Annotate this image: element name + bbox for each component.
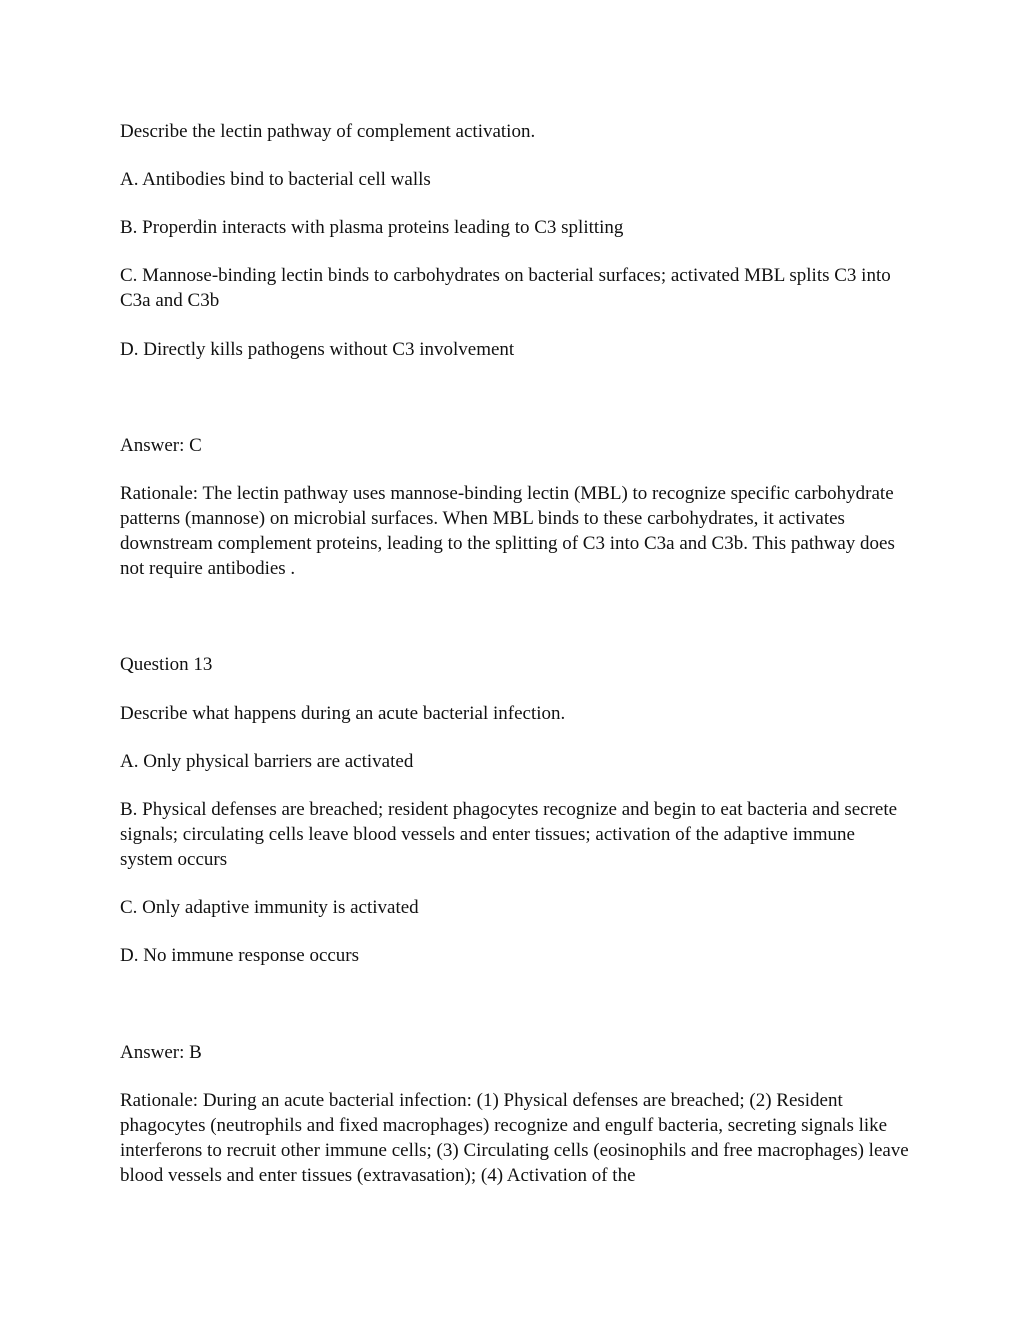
q12-option-d: D. Directly kills pathogens without C3 involvement	[120, 339, 515, 360]
q13-option-b: B. Physical defenses are breached; resident phagocytes recognize and begin to eat bacteria and secrete signals; circulating cells leave blood vessels and enter tissues; activation of the adaptive immune system occurs	[120, 799, 898, 870]
q12-prompt: Describe the lectin pathway of complement activation.	[120, 121, 536, 142]
q13-heading: Question 13	[120, 654, 213, 675]
q13-rationale: Rationale: During an acute bacterial infection: (1) Physical defenses are breached; (2) Resident phagocytes (neutrophils and fixed macrophages) recognize and engulf bacteria, secreting signals like interferons to recruit other immune cells; (3) Circulating cells (eosinophils and free macrophages) leave blood vessels and enter tissues (extravasation); (4) Activation of the	[120, 1090, 909, 1186]
q13-answer: Answer: B	[120, 1042, 202, 1063]
q12-rationale: Rationale: The lectin pathway uses mannose-binding lectin (MBL) to recognize specific carbohydrate patterns (mannose) on microbial surfaces. When MBL binds to these carbohydrates, it activates downstream complement proteins, leading to the splitting of C3 into C3a and C3b. This pathway does not require antibodies .	[120, 483, 895, 579]
q13-option-c: C. Only adaptive immunity is activated	[120, 897, 419, 918]
q12-answer: Answer: C	[120, 435, 202, 456]
q12-option-b: B. Properdin interacts with plasma proteins leading to C3 splitting	[120, 217, 624, 238]
q12-option-c: C. Mannose-binding lectin binds to carbohydrates on bacterial surfaces; activated MBL splits C3 into C3a and C3b	[120, 265, 891, 311]
q13-option-a: A. Only physical barriers are activated	[120, 751, 414, 772]
q13-prompt: Describe what happens during an acute bacterial infection.	[120, 703, 566, 724]
q12-option-a: A. Antibodies bind to bacterial cell walls	[120, 169, 431, 190]
q13-option-d: D. No immune response occurs	[120, 945, 360, 966]
